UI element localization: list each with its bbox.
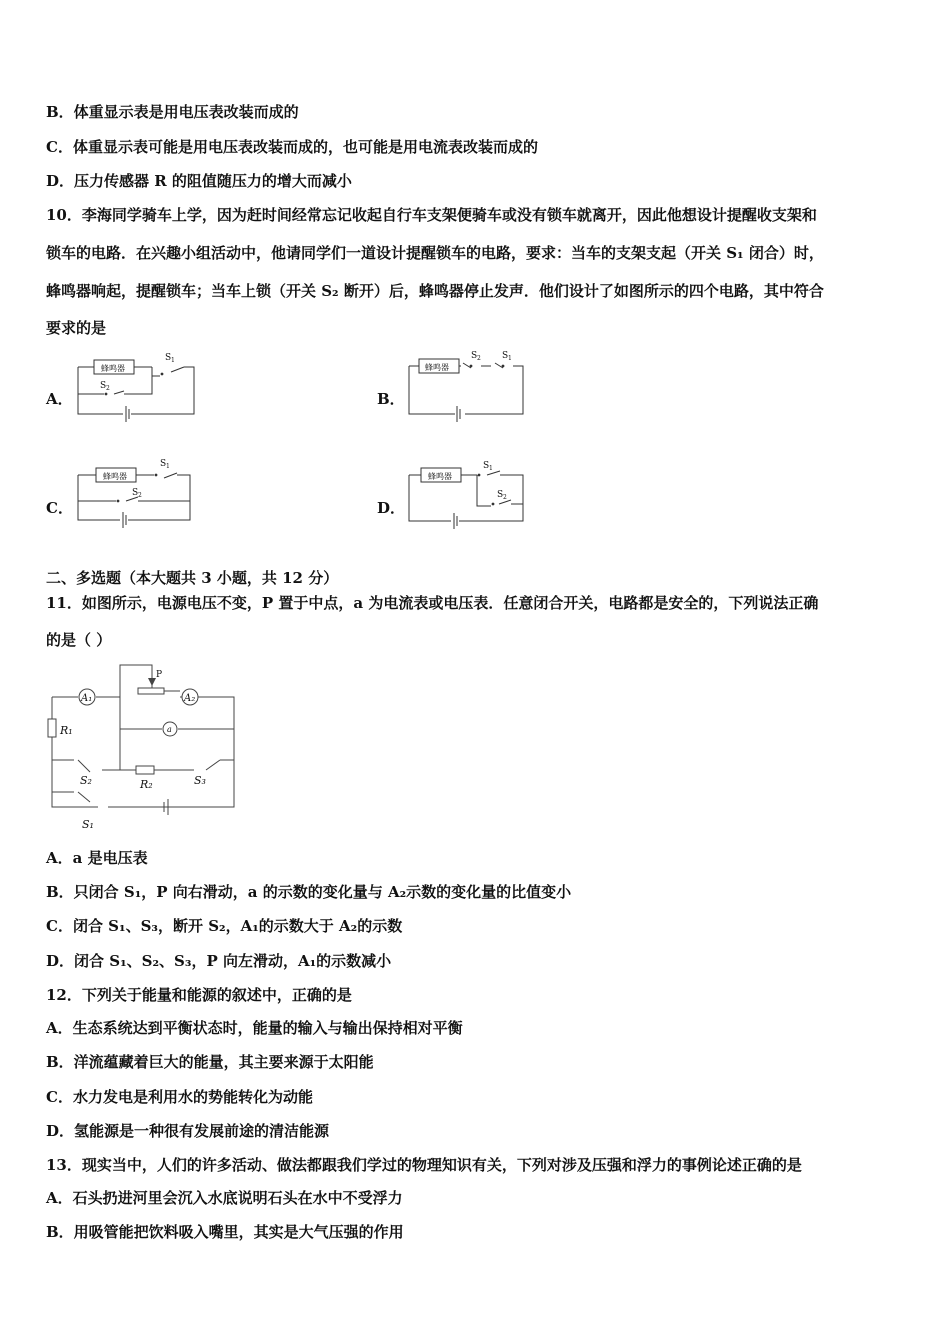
q10-circuit-b bbox=[405, 345, 530, 425]
s3-label: S₃ bbox=[194, 774, 206, 787]
s2-label: S bbox=[100, 381, 107, 391]
s1-label: S bbox=[502, 351, 509, 361]
q11-option-d: D．闭合 S₁、S₂、S₃，P 向左滑动，A₁的示数减小 bbox=[46, 952, 392, 970]
ammeter-a1-label: A₁ bbox=[81, 693, 93, 704]
s2-label: S bbox=[497, 490, 504, 500]
q10-option-c-label: C． bbox=[46, 499, 73, 517]
q9-option-b: B．体重显示表是用电压表改装而成的 bbox=[46, 103, 299, 121]
q10-stem-line4: 要求的是 bbox=[46, 319, 107, 337]
s1-label: S₁ bbox=[82, 818, 94, 831]
buzzer-label: 蜂鸣器 bbox=[101, 364, 125, 373]
q10-option-d-label: D． bbox=[377, 499, 406, 517]
s2-label: S bbox=[132, 488, 139, 498]
q11-option-c: C．闭合 S₁、S₃，断开 S₂，A₁的示数大于 A₂的示数 bbox=[46, 917, 403, 935]
s2-label: S bbox=[471, 351, 478, 361]
q10-circuit-d bbox=[405, 456, 530, 534]
q10-option-b-label: B． bbox=[377, 390, 405, 408]
r2-label: R₂ bbox=[140, 778, 153, 791]
buzzer-label: 蜂鸣器 bbox=[428, 472, 452, 481]
q9-option-d: D．压力传感器 R 的阻值随压力的增大而减小 bbox=[46, 172, 352, 190]
q12-stem: 12．下列关于能量和能源的叙述中，正确的是 bbox=[46, 986, 352, 1004]
q11-stem-line2: 的是（ ） bbox=[46, 631, 112, 649]
s1-sub: 1 bbox=[508, 355, 512, 362]
q12-option-b: B．洋流蕴藏着巨大的能量，其主要来源于太阳能 bbox=[46, 1053, 374, 1071]
s2-label: S₂ bbox=[80, 774, 92, 787]
buzzer-label: 蜂鸣器 bbox=[103, 472, 127, 481]
ammeter-a2-label: A₂ bbox=[184, 693, 196, 704]
q12-option-a: A．生态系统达到平衡状态时，能量的输入与输出保持相对平衡 bbox=[46, 1019, 463, 1037]
q11-option-b: B．只闭合 S₁，P 向右滑动，a 的示数的变化量与 A₂示数的变化量的比值变小 bbox=[46, 883, 572, 901]
q11-option-a: A．a 是电压表 bbox=[46, 849, 148, 867]
slider-p-label: P bbox=[156, 670, 163, 680]
q13-option-b: B．用吸管能把饮料吸入嘴里，其实是大气压强的作用 bbox=[46, 1223, 404, 1241]
section-2-heading: 二、多选题（本大题共 3 小题，共 12 分） bbox=[46, 569, 339, 587]
meter-a-label: a bbox=[167, 725, 172, 734]
s2-sub: 2 bbox=[106, 385, 110, 392]
q11-stem-line1: 11．如图所示，电源电压不变，P 置于中点，a 为电流表或电压表．任意闭合开关，电路都是安全的，下列说法正确 bbox=[46, 594, 819, 612]
q10-option-a-label: A． bbox=[46, 390, 73, 408]
q13-option-a: A．石头扔进河里会沉入水底说明石头在水中不受浮力 bbox=[46, 1189, 403, 1207]
q10-stem-line2: 锁车的电路．在兴趣小组活动中，他请同学们一道设计提醒锁车的电路，要求：当车的支架支起（开关 S₁ 闭合）时， bbox=[46, 244, 824, 262]
q13-stem: 13．现实当中，人们的许多活动、做法都跟我们学过的物理知识有关，下列对涉及压强和浮力的事例论述正确的是 bbox=[46, 1156, 802, 1174]
s1-sub: 1 bbox=[489, 465, 493, 472]
q10-circuit-c bbox=[74, 456, 199, 531]
s1-sub: 1 bbox=[166, 463, 170, 470]
q12-option-c: C．水力发电是利用水的势能转化为动能 bbox=[46, 1088, 313, 1106]
q10-stem-line3: 蜂鸣器响起，提醒锁车；当车上锁（开关 S₂ 断开）后，蜂鸣器停止发声．他们设计了如图所示的四个电路，其中符合 bbox=[46, 282, 824, 300]
s1-label: S bbox=[160, 459, 167, 469]
buzzer-label: 蜂鸣器 bbox=[425, 363, 449, 372]
q9-option-c: C．体重显示表可能是用电压表改装而成的，也可能是用电流表改装而成的 bbox=[46, 138, 538, 156]
q10-circuit-a bbox=[74, 348, 199, 423]
s2-sub: 2 bbox=[477, 355, 481, 362]
s2-sub: 2 bbox=[503, 494, 507, 501]
r1-label: R₁ bbox=[60, 724, 73, 737]
s1-label: S bbox=[165, 353, 172, 363]
s1-label: S bbox=[483, 461, 490, 471]
s2-sub: 2 bbox=[138, 492, 142, 499]
q12-option-d: D．氢能源是一种很有发展前途的清洁能源 bbox=[46, 1122, 330, 1140]
q11-circuit bbox=[44, 662, 239, 834]
q10-stem-line1: 10．李海同学骑车上学，因为赶时间经常忘记收起自行车支架便骑车或没有锁车就离开，因此他想设计提醒收支架和 bbox=[46, 206, 817, 224]
s1-sub: 1 bbox=[171, 357, 175, 364]
